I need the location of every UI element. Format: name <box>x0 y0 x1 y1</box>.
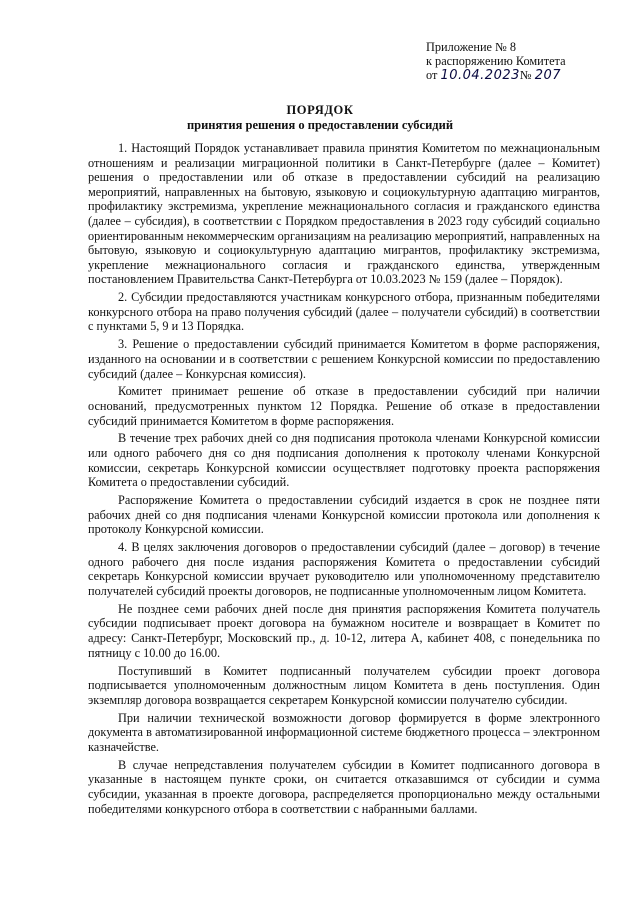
title-subheading: принятия решения о предоставлении субсидий <box>186 118 454 132</box>
paragraph: В течение трех рабочих дней со дня подписания протокола членами Конкурсной комиссии или одного рабочего дня со дня подписания дополнения к протоколу членами Конкурсной комиссии, секретарь Конкурсной комиссии осуществляет подготовку проекта распоряжения Комитета о предоставлении субсидий. <box>88 431 600 490</box>
paragraph: Не позднее семи рабочих дней после дня принятия распоряжения Комитета получатель субсидии подписывает проект договора на бумажном носителе и возвращает в Комитет по адресу: Санкт-Петербург, Московский пр., д. 10-12, литера А, кабинет 408, с понедельника по пятницу с 10.00 до 16.00. <box>88 601 600 660</box>
paragraph: В случае непредставления получателем субсидии в Комитет подписанного договора в указанные в настоящем пункте сроки, он считается отказавшимся от субсидии и сумма субсидии, указанная в проекте договора, распределяется пропорционально между остальными победителями конкурсного отбора в соответствии с набранными баллами. <box>88 757 600 816</box>
handwritten-number: 207 <box>534 68 562 83</box>
paragraph: 2. Субсидии предоставляются участникам конкурсного отбора, признанным победителями конкурсного отбора на право получения субсидий (далее – получатели субсидий) в соответствии с пунктами 5, 9 и 13 Порядка. <box>88 290 600 334</box>
paragraph: 4. В целях заключения договоров о предоставлении субсидий (далее – договор) в течение одного рабочего дня после издания распоряжения Комитета о предоставлении субсидий секретарь Конкурсной комиссии вручает руководителю или уполномоченному представителю получателей субсидий проекты договоров, не подписанные уполномоченным лицом Комитета. <box>88 540 600 598</box>
date-prefix: от <box>426 68 438 82</box>
title-heading: ПОРЯДОК <box>286 103 354 117</box>
handwritten-date: 10.04.2023 <box>440 68 520 83</box>
document-body <box>88 141 600 819</box>
document-title <box>0 103 640 133</box>
paragraph: 3. Решение о предоставлении субсидий принимается Комитетом в форме распоряжения, изданного на основании и в соответствии с решением Конкурсной комиссии по предоставлению субсидий (далее – Конкурсная комиссия). <box>88 337 600 381</box>
appendix-date-line <box>426 68 626 83</box>
number-prefix: № <box>519 68 532 82</box>
appendix-number: Приложение № 8 <box>426 40 517 54</box>
paragraph: Комитет принимает решение об отказе в предоставлении субсидий при наличии оснований, предусмотренных пунктом 12 Порядка. Решение об отказе в предоставлении субсидий принимается Комитетом в форме распоряжения. <box>88 384 600 428</box>
paragraph: Поступивший в Комитет подписанный получателем субсидии проект договора подписывается уполномоченным должностным лицом Комитета в день поступления. Один экземпляр договора возвращается секретарем Конкурсной комиссии получателю субсидии. <box>88 663 600 707</box>
paragraph: 1. Настоящий Порядок устанавливает правила принятия Комитетом по межнациональным отношениям и реализации миграционной политики в Санкт-Петербурге (далее – Комитет) решения о предоставлении или об отказе в предоставлении субсидий на реализацию мероприятий, направленных на бытовую, языковую и социокультурную адаптацию мигрантов, профилактику экстремизма, укрепление межнационального согласия и гражданского единства (далее – субсидия), в соответствии с Порядком предоставления в 2023 году субсидий социально ориентированным некоммерческим организациям на реализацию мероприятий, направленных на бытовую, языковую и социокультурную адаптацию мигрантов, профилактику экстремизма, укрепление межнационального согласия и гражданского единства, утвержденным постановлением Правительства Санкт-Петербурга от 10.03.2023 № 159 (далее – Порядок). <box>88 141 600 287</box>
paragraph: Распоряжение Комитета о предоставлении субсидий издается в срок не позднее пяти рабочих дней со дня подписания членами Конкурсной комиссии протокола или дополнения к протоколу Конкурсной комиссии. <box>88 493 600 537</box>
paragraph: При наличии технической возможности договор формируется в форме электронного документа в автоматизированной информационной системе бюджетного процесса – электронном казначействе. <box>88 710 600 754</box>
appendix-order-ref: к распоряжению Комитета <box>426 54 566 68</box>
appendix-header <box>426 40 626 83</box>
